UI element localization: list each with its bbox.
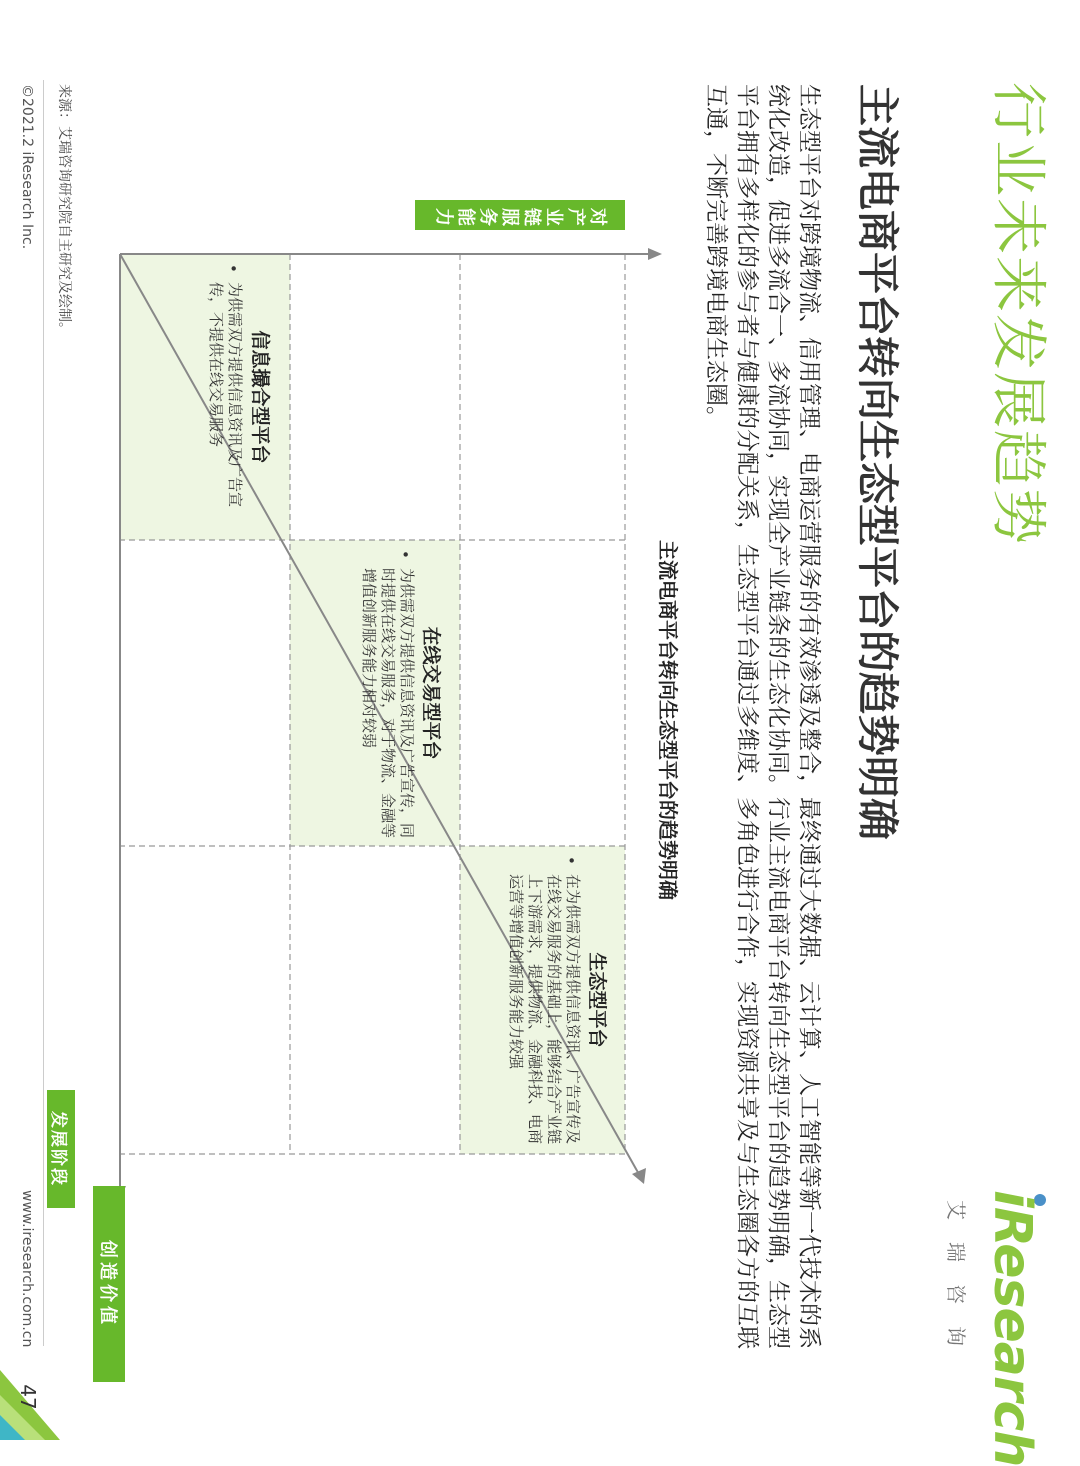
quadrant-title-online: 在线交易型平台 <box>420 626 442 760</box>
quadrant-title-ecosystem: 生态型平台 <box>586 952 608 1048</box>
chart-title: 主流电商平台转向生态型平台的趋势明确 <box>656 540 680 900</box>
body-paragraph: 生态型平台对跨境物流、信用管理、电商运营服务的有效渗透及整合，最终通过大数据、云计算、人工智能等新一代技术的系统化改造，促进多流合一、多流协同，实现全产业链条的生态化协同。行业主流电商平台转向生态型平台的趋势明确，生态型平台拥有多样化的参与者与健康的分配关系，生态型平台通过多维度、多角色进行合作，实现资源共享及与生态圈各方的互联互通，不断完善跨境电商生态圈。 <box>703 84 822 1349</box>
quadrant-desc-info: 为供需双方提供信息资讯及广告宣传，不提供在线交易服务 <box>207 282 244 508</box>
source-note: 来源：艾瑞咨询研究院自主研究及绘制。 <box>56 84 72 336</box>
x-axis-label: 发展阶段 <box>47 1090 75 1208</box>
page-number: 47 <box>16 1384 40 1410</box>
diagonal-value-label: 创造价值 <box>93 1186 125 1382</box>
y-axis-label: 对产业链服务能力 <box>415 200 625 230</box>
copyright-text: ©2021.2 iResearch Inc. <box>19 84 35 250</box>
bullet-icon: • <box>396 550 414 559</box>
bullet-icon: • <box>224 264 242 273</box>
y-axis-arrowhead <box>648 248 662 260</box>
bullet-icon: • <box>562 856 580 865</box>
quadrant-desc-online: 为供需双方提供信息资讯及广告宣传，同时提供在线交易服务，对于物流、金融等增值创新服务能力相对较弱 <box>360 568 416 839</box>
website-link[interactable]: www.iresearch.com.cn <box>19 1190 35 1348</box>
page-title: 行业未来发展趋势 <box>985 82 1050 546</box>
quadrant-title-info: 信息撮合型平台 <box>249 330 271 464</box>
quadrant-desc-ecosystem: 在为供需双方提供信息资讯、广告宣传及在线交易服务的基础上，能够结合产业链上下游需求，提供物流、金融科技、电商运营等增值创新服务能力较强 <box>507 874 582 1145</box>
diagonal-arrowhead <box>632 1168 646 1184</box>
section-subtitle: 主流电商平台转向生态型平台的趋势明确 <box>853 84 902 841</box>
footer-divider <box>43 80 44 1346</box>
logo-subtitle: 艾瑞咨询 <box>944 1200 968 1368</box>
logo-text: iResearch <box>982 1190 1042 1466</box>
